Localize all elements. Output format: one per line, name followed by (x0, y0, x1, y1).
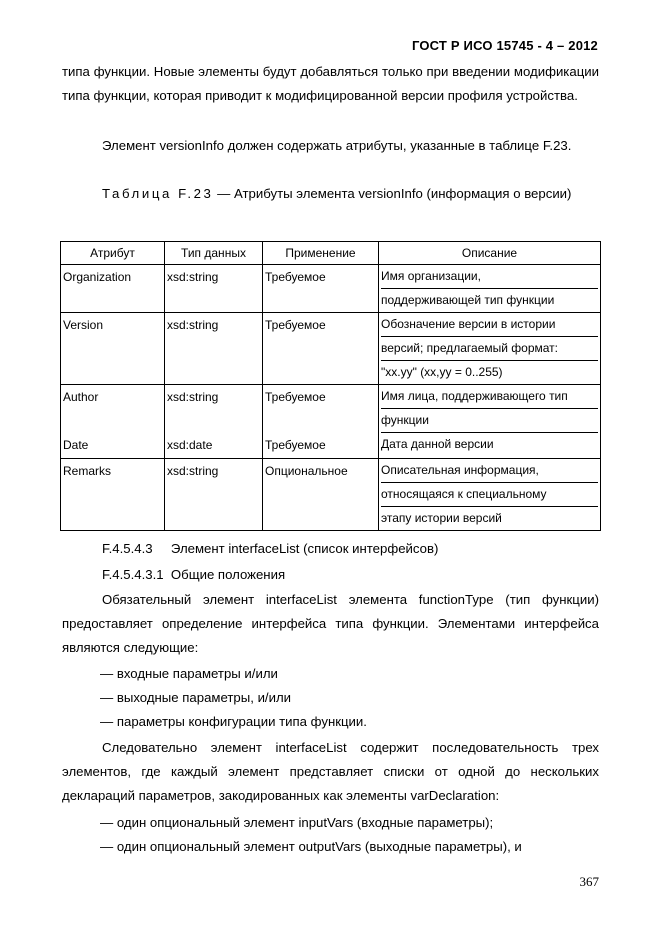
cell-attribute: Date (61, 433, 165, 459)
description-line: относящаяся к специальному (381, 483, 598, 507)
table-row (61, 459, 601, 531)
section-heading-general: F.4.5.4.3.1 Общие положения (102, 567, 286, 582)
list-item: — выходные параметры, и/или (100, 690, 292, 705)
cell-type: xsd:string (165, 265, 263, 313)
description-line: Имя лица, поддерживающего тип (381, 385, 598, 409)
cell-type: xsd:string (165, 385, 263, 434)
cell-attribute: Version (61, 313, 165, 385)
cell-usage: Требуемое (263, 385, 379, 434)
cell-type: xsd:date (165, 433, 263, 459)
paragraph-sequence: Следовательно элемент interfaceList содержит последовательность трех элементов, где каждый элемент представляет списки от одной до нескольких деклараций параметров, закодированных как элементы varDeclaration: (62, 740, 599, 803)
cell-attribute: Author (61, 385, 165, 434)
cell-usage: Требуемое (263, 313, 379, 385)
header-description: Описание (379, 242, 601, 265)
paragraph-intro: типа функции. Новые элементы будут добавляться только при введении модификации типа функции, которая приводит к модифицированной версии профиля устройства. (62, 64, 599, 103)
description-line: Имя организации, (381, 265, 598, 289)
header-usage: Применение (263, 242, 379, 265)
description-line: Обозначение версии в истории (381, 313, 598, 337)
table-caption (62, 182, 599, 206)
list-item: — один опциональный элемент outputVars (выходные параметры), и (100, 839, 522, 854)
header-attribute: Атрибут (61, 242, 165, 265)
header-data-type: Тип данных (165, 242, 263, 265)
description-line: Дата данной версии (381, 437, 494, 451)
cell-description (379, 385, 601, 434)
description-line: этапу истории версий (381, 511, 502, 525)
cell-description (379, 313, 601, 385)
document-header: ГОСТ Р ИСО 15745 - 4 – 2012 (411, 38, 598, 53)
cell-description (379, 459, 601, 531)
paragraph-versioninfo: Элемент versionInfo должен содержать атрибуты, указанные в таблице F.23. (102, 138, 572, 153)
description-line: версий; предлагаемый формат: (381, 337, 598, 361)
cell-usage: Опциональное (263, 459, 379, 531)
cell-usage: Требуемое (263, 265, 379, 313)
page-number: 367 (579, 874, 599, 889)
cell-type: xsd:string (165, 313, 263, 385)
list-item: — входные параметры и/или (100, 666, 278, 681)
table-caption-label: Таблица F.23 (102, 186, 214, 201)
description-line: поддерживающей тип функции (381, 293, 555, 307)
cell-description (379, 265, 601, 313)
attributes-table (60, 241, 601, 531)
table-row (61, 265, 601, 313)
cell-attribute: Remarks (61, 459, 165, 531)
table-caption-text: — Атрибуты элемента versionInfo (информация о версии) (213, 186, 572, 201)
section-heading-interfacelist: F.4.5.4.3 Элемент interfaceList (список интерфейсов) (102, 541, 439, 556)
cell-type: xsd:string (165, 459, 263, 531)
description-line: "xx.yy" (xx,yy = 0..255) (381, 365, 503, 379)
table-header-row (61, 242, 601, 265)
table-row (61, 313, 601, 385)
paragraph-interfacelist: Обязательный элемент interfaceList элемента functionType (тип функции) предоставляет определение интерфейса типа функции. Элементами интерфейса являются следующие: (62, 592, 599, 655)
list-item: — один опциональный элемент inputVars (входные параметры); (100, 815, 494, 830)
table-row (61, 433, 601, 459)
list-item: — параметры конфигурации типа функции. (100, 714, 367, 729)
description-line: функции (381, 409, 598, 433)
cell-description (379, 433, 601, 459)
description-line: Описательная информация, (381, 459, 598, 483)
cell-attribute: Organization (61, 265, 165, 313)
cell-usage: Требуемое (263, 433, 379, 459)
table-row (61, 385, 601, 434)
